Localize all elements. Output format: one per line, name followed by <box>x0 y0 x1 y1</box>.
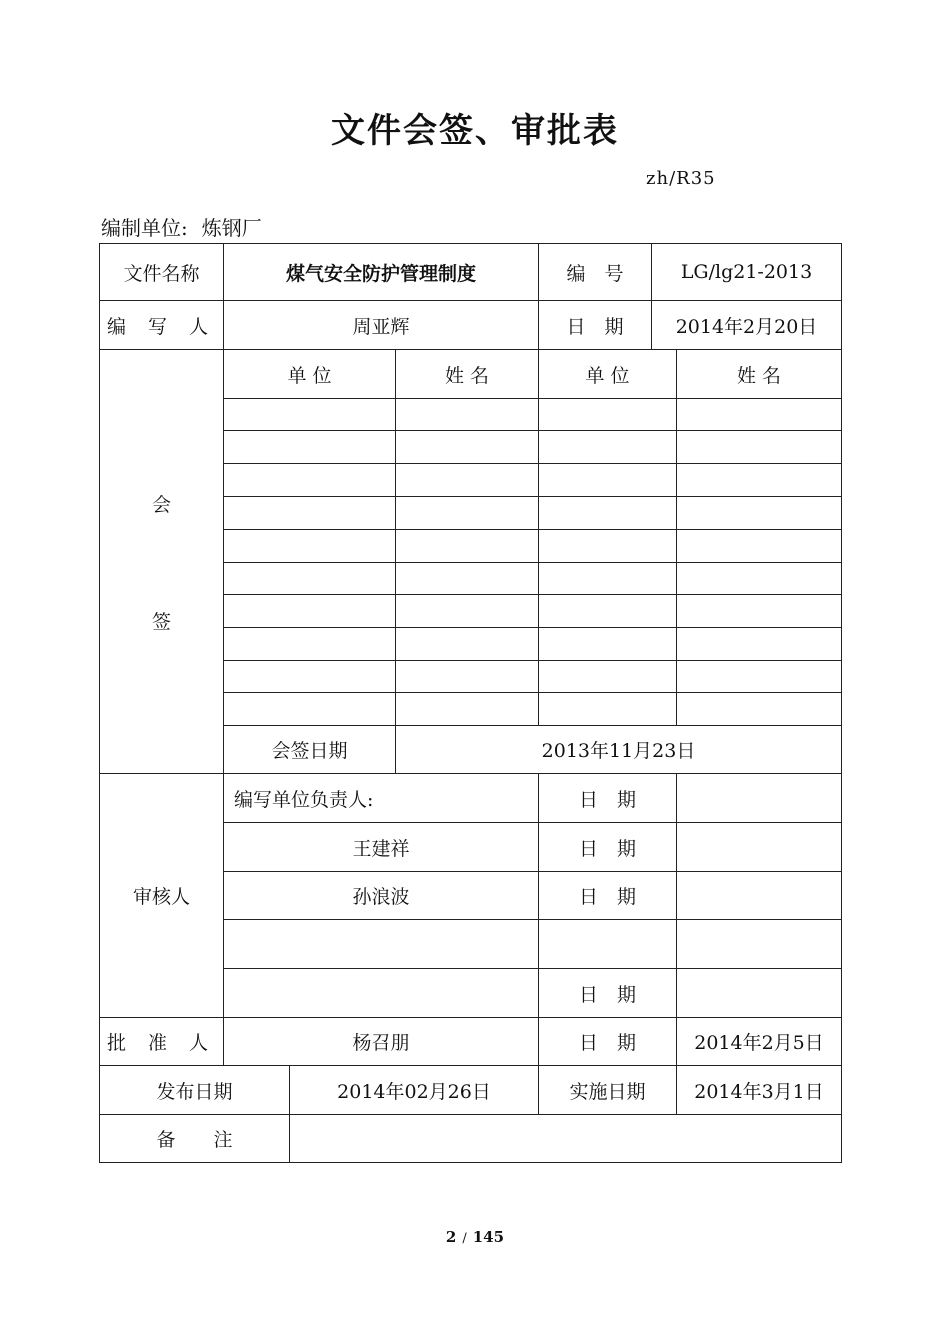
table-cell[interactable] <box>224 661 396 693</box>
table-cell[interactable] <box>677 563 842 595</box>
review-date-value-2[interactable] <box>677 823 842 872</box>
countersign-label-bottom: 签 <box>151 610 171 633</box>
table-cell[interactable] <box>224 399 396 431</box>
table-cell[interactable] <box>396 595 539 628</box>
col-name-2: 姓 名 <box>677 350 842 399</box>
col-name-1: 姓 名 <box>396 350 539 399</box>
table-cell[interactable] <box>677 497 842 530</box>
table-cell[interactable] <box>224 497 396 530</box>
table-cell[interactable] <box>677 530 842 563</box>
remarks-value[interactable] <box>290 1115 842 1163</box>
table-cell[interactable] <box>539 399 677 431</box>
effective-date-value: 2014年3月1日 <box>677 1066 842 1115</box>
countersign-label <box>100 350 224 774</box>
approver-value: 杨召朋 <box>224 1018 539 1066</box>
table-cell[interactable] <box>396 399 539 431</box>
table-cell[interactable] <box>539 431 677 464</box>
publish-date-label: 发布日期 <box>100 1066 290 1115</box>
approval-form-table <box>99 243 842 1163</box>
review-date-label-2: 日 期 <box>539 823 677 872</box>
review-date-label-1: 日 期 <box>539 774 677 823</box>
table-cell[interactable] <box>396 563 539 595</box>
compiling-unit-value: 炼钢厂 <box>201 216 262 240</box>
number-label: 编 号 <box>539 244 652 301</box>
reviewer-3[interactable] <box>224 920 539 969</box>
approval-date-value: 2014年2月5日 <box>677 1018 842 1066</box>
file-name-value: 煤气安全防护管理制度 <box>224 244 539 301</box>
countersign-date-label: 会签日期 <box>224 726 396 774</box>
page-total: 145 <box>472 1228 505 1246</box>
table-cell[interactable] <box>396 431 539 464</box>
table-cell[interactable] <box>224 431 396 464</box>
page-current: 2 <box>445 1228 457 1246</box>
table-cell[interactable] <box>539 693 677 726</box>
table-cell[interactable] <box>539 563 677 595</box>
publish-date-value: 2014年02月26日 <box>290 1066 539 1115</box>
table-cell[interactable] <box>677 661 842 693</box>
reviewer-1: 王建祥 <box>224 823 539 872</box>
table-cell[interactable] <box>396 661 539 693</box>
countersign-label-top: 会 <box>151 493 171 516</box>
table-cell[interactable] <box>539 595 677 628</box>
table-cell[interactable] <box>539 661 677 693</box>
remarks-label: 备 注 <box>100 1115 290 1163</box>
table-cell[interactable] <box>224 464 396 497</box>
unit-head-label: 编写单位负责人: <box>224 774 539 823</box>
review-date-value-1[interactable] <box>677 774 842 823</box>
table-cell[interactable] <box>396 693 539 726</box>
review-blank-value[interactable] <box>677 920 842 969</box>
review-blank-label <box>539 920 677 969</box>
author-value: 周亚辉 <box>224 301 539 350</box>
reviewer-4[interactable] <box>224 969 539 1018</box>
table-cell[interactable] <box>677 628 842 661</box>
countersign-date-value: 2013年11月23日 <box>396 726 842 774</box>
review-date-value-3[interactable] <box>677 872 842 920</box>
review-date-label-3: 日 期 <box>539 872 677 920</box>
review-date-value-4[interactable] <box>677 969 842 1018</box>
table-cell[interactable] <box>677 464 842 497</box>
table-cell[interactable] <box>396 628 539 661</box>
countersign-label-gap <box>100 517 223 607</box>
page-number <box>0 1228 950 1246</box>
col-unit-1: 单 位 <box>224 350 396 399</box>
author-date-label: 日 期 <box>539 301 652 350</box>
file-name-label: 文件名称 <box>100 244 224 301</box>
table-cell[interactable] <box>224 693 396 726</box>
table-cell[interactable] <box>224 595 396 628</box>
reviewer-2: 孙浪波 <box>224 872 539 920</box>
table-cell[interactable] <box>396 530 539 563</box>
table-cell[interactable] <box>396 464 539 497</box>
number-value: LG/lg21-2013 <box>652 244 842 301</box>
table-cell[interactable] <box>224 563 396 595</box>
table-cell[interactable] <box>224 628 396 661</box>
table-cell[interactable] <box>539 628 677 661</box>
table-cell[interactable] <box>677 595 842 628</box>
approver-label: 批 准 人 <box>100 1018 224 1066</box>
table-cell[interactable] <box>677 693 842 726</box>
table-cell[interactable] <box>539 497 677 530</box>
table-cell[interactable] <box>224 530 396 563</box>
review-date-label-4: 日 期 <box>539 969 677 1018</box>
table-cell[interactable] <box>677 431 842 464</box>
compiling-unit-label: 编制单位: <box>101 216 188 240</box>
review-label: 审核人 <box>100 774 224 1018</box>
table-cell[interactable] <box>539 530 677 563</box>
author-label: 编 写 人 <box>100 301 224 350</box>
doc-code: zh/R35 <box>646 168 716 189</box>
table-cell[interactable] <box>539 464 677 497</box>
effective-date-label: 实施日期 <box>539 1066 677 1115</box>
compiling-unit <box>101 212 262 241</box>
page-title: 文件会签、审批表 <box>331 111 619 151</box>
table-cell[interactable] <box>396 497 539 530</box>
approval-date-label: 日 期 <box>539 1018 677 1066</box>
author-date-value: 2014年2月20日 <box>652 301 842 350</box>
page-separator: / <box>462 1231 467 1246</box>
col-unit-2: 单 位 <box>539 350 677 399</box>
table-cell[interactable] <box>677 399 842 431</box>
